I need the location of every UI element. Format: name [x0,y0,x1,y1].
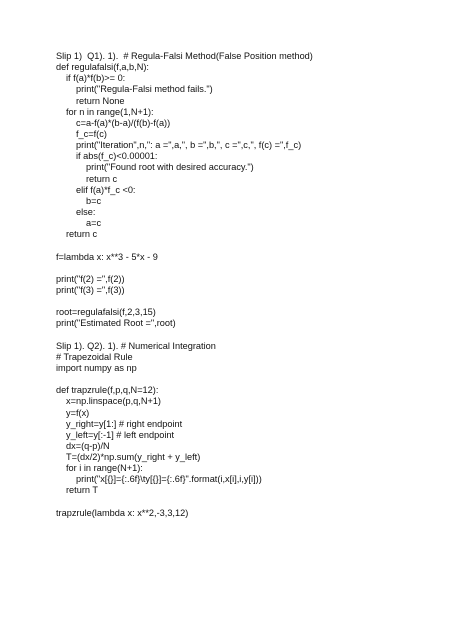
code-line: x=np.linspace(p,q,N+1) [66,396,161,407]
code-line: def trapzrule(f,p,q,N=12): [56,385,159,396]
code-line: elif f(a)*f_c <0: [76,184,136,195]
code-line: print("f(3) =",f(3)) [56,284,125,295]
code-line: print("Regula-Falsi method fails.") [76,84,213,95]
code-line: return c [66,229,98,240]
blank-line [56,240,456,251]
code-line: y_right=y[1:] # right endpoint [66,418,183,429]
blank-line [56,497,456,508]
code-line: f=lambda x: x**3 - 5*x - 9 [56,251,158,262]
code-line: print("f(2) =",f(2)) [56,273,125,284]
code-line: print("Estimated Root =",root) [56,318,176,329]
code-line: a=c [86,218,102,229]
code-line: else: [76,206,96,217]
blank-line [56,296,456,307]
code-line: f_c=f(c) [76,128,107,139]
code-line: trapzrule(lambda x: x**2,-3,3,12) [56,507,189,518]
code-line: T=(dx/2)*np.sum(y_right + y_left) [66,452,201,463]
code-listing [56,51,456,519]
code-comment: # Trapezoidal Rule [56,351,133,362]
blank-line [56,263,456,274]
code-line: c=a-f(a)*(b-a)/(f(b)-f(a)) [76,117,171,128]
code-line: return None [76,95,125,106]
code-line: root=regulafalsi(f,2,3,15) [56,307,156,318]
slip1-q2-heading: Slip 1). Q2). 1). # Numerical Integration [56,340,216,351]
code-line: for n in range(1,N+1): [66,106,154,117]
code-line: if abs(f_c)<0.00001: [76,151,158,162]
blank-line [56,374,456,385]
code-line: print("x[{}]={:.6f}\ty[{}]={:.6f}".format(i,x[i],i,y[i])) [76,474,262,485]
code-line: return T [66,485,98,496]
code-line: print("Iteration",n,": a =",a,", b =",b,", c =",c,", f(c) =",f_c) [76,140,302,151]
code-line: return c [86,173,118,184]
code-line: print("Found root with desired accuracy.") [86,162,254,173]
code-line: def regulafalsi(f,a,b,N): [56,62,149,73]
code-line: for i in range(N+1): [66,463,143,474]
code-line: dx=(q-p)/N [66,440,110,451]
code-line: y_left=y[:-1] # left endpoint [66,429,175,440]
code-line: b=c [86,195,102,206]
code-line: if f(a)*f(b)>= 0: [66,73,126,84]
slip1-q1-heading: Slip 1) Q1). 1). # Regula-Falsi Method(False Position method) [56,51,313,61]
code-line: y=f(x) [66,407,90,418]
blank-line [56,330,456,341]
code-line: import numpy as np [56,362,137,373]
